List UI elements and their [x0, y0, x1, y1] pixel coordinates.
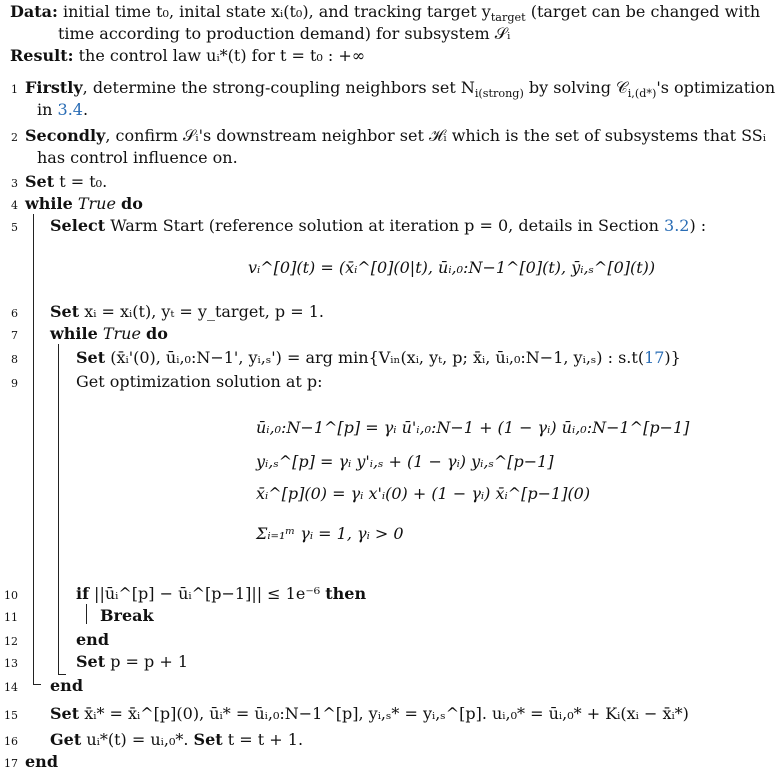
line-text: Warm Start (reference solution at iteration p = 0, details in Section — [105, 216, 665, 235]
line-number: 11 — [4, 611, 18, 624]
keyword: Set — [50, 302, 80, 321]
line-number: 9 — [11, 377, 18, 390]
line-text: (x̄ᵢ'(0), ūᵢ,₀:N−1', yᵢ,ₛ') = arg min{Vᵢₙ(xᵢ, yₜ, p; x̄ᵢ, ūᵢ,₀:N−1, yᵢ,ₛ) : s.t( — [105, 348, 645, 367]
line-text: x̄ᵢ* = x̄ᵢ^[p](0), ūᵢ* = ūᵢ,₀:N−1^[p], yᵢ,ₛ* = yᵢ,ₛ^[p]. uᵢ,₀* = ūᵢ,₀* + Kᵢ(xᵢ − x̄ᵢ*) — [79, 704, 689, 723]
result-text: the control law uᵢ*(t) for t = t₀ : +∞ — [78, 46, 366, 65]
line-text: )} — [664, 348, 681, 367]
inner-loop-bar — [58, 344, 59, 674]
line-number: 7 — [11, 329, 18, 342]
if-bar — [86, 604, 87, 624]
line-text: True — [102, 324, 141, 343]
keyword: end — [25, 752, 58, 771]
data-sub: target — [490, 11, 526, 25]
update-equation-x: x̄ᵢ^[p](0) = γᵢ x'ᵢ(0) + (1 − γᵢ) x̄ᵢ^[p−1](0) — [256, 484, 591, 503]
inner-loop-hook — [58, 674, 66, 675]
line-number: 14 — [4, 681, 18, 694]
line-text: , confirm 𝒮ᵢ's downstream neighbor set ℋᵢ which is the set of subsystems that SSᵢ — [105, 126, 766, 145]
line-text: by solving 𝒞 — [523, 78, 628, 97]
data-text-3: time according to production demand) for subsystem 𝒮ᵢ — [58, 24, 511, 43]
keyword: while — [25, 194, 73, 213]
line-number: 12 — [4, 635, 18, 648]
result-label: Result: — [10, 46, 74, 65]
line-number: 15 — [4, 709, 18, 722]
section-link[interactable]: 3.2 — [664, 216, 690, 235]
keyword: Set — [25, 172, 55, 191]
equation-link[interactable]: 17 — [644, 348, 665, 367]
line-number: 3 — [11, 177, 18, 190]
keyword: do — [146, 324, 168, 343]
keyword: if — [76, 584, 89, 603]
line-number: 13 — [4, 657, 18, 670]
line-text: uᵢ*(t) = uᵢ,₀*. — [81, 730, 194, 749]
line-text: 's optimization — [656, 78, 775, 97]
keyword: Set — [193, 730, 223, 749]
keyword: end — [76, 630, 109, 649]
keyword: Break — [100, 606, 154, 625]
keyword: then — [325, 584, 367, 603]
line-number: 2 — [11, 131, 18, 144]
warm-start-equation: vᵢ^[0](t) = (x̄ᵢ^[0](0|t), ūᵢ,₀:N−1^[0](t), ȳᵢ,ₛ^[0](t)) — [248, 258, 656, 277]
line-number: 17 — [4, 757, 18, 770]
data-text-2: (target can be changed with — [530, 2, 761, 21]
keyword: Get — [50, 730, 82, 749]
line-text: Get optimization solution at p: — [76, 372, 323, 391]
line-text: . — [82, 100, 89, 119]
update-equation-u: ūᵢ,₀:N−1^[p] = γᵢ ū'ᵢ,₀:N−1 + (1 − γᵢ) ūᵢ,₀:N−1^[p−1] — [256, 418, 690, 437]
line-number: 4 — [11, 199, 18, 212]
gamma-constraint-equation: Σᵢ₌₁ᵐ γᵢ = 1, γᵢ > 0 — [256, 524, 404, 543]
line-number: 8 — [11, 353, 18, 366]
line-text: True — [77, 194, 116, 213]
line-number: 16 — [4, 735, 18, 748]
data-label: Data: — [10, 2, 58, 21]
line-sub: i(strong) — [474, 87, 524, 101]
line-text: p = p + 1 — [105, 652, 189, 671]
line-number: 5 — [11, 221, 18, 234]
keyword: do — [121, 194, 143, 213]
update-equation-y: yᵢ,ₛ^[p] = γᵢ y'ᵢ,ₛ + (1 − γᵢ) yᵢ,ₛ^[p−1] — [256, 452, 554, 471]
line-number: 10 — [4, 589, 18, 602]
outer-loop-hook — [33, 684, 41, 685]
keyword: end — [50, 676, 83, 695]
line-text: ||ūᵢ^[p] − ūᵢ^[p−1]|| ≤ 1e⁻⁶ — [88, 584, 326, 603]
line-text: has control influence on. — [37, 148, 238, 167]
line-sub: i,(d*) — [627, 87, 657, 101]
line-text: ) : — [689, 216, 707, 235]
line-number: 6 — [11, 307, 18, 320]
keyword: Set — [50, 704, 80, 723]
section-link[interactable]: 3.4 — [57, 100, 83, 119]
line-text: , determine the strong-coupling neighbors set N — [82, 78, 475, 97]
keyword: Set — [76, 652, 106, 671]
keyword: Set — [76, 348, 106, 367]
line-text: in — [37, 100, 58, 119]
outer-loop-bar — [33, 214, 34, 684]
keyword: Select — [50, 216, 106, 235]
keyword: Firstly — [25, 78, 83, 97]
keyword: while — [50, 324, 98, 343]
line-text: t = t₀. — [54, 172, 108, 191]
line-text: xᵢ = xᵢ(t), yₜ = y_target, p = 1. — [79, 302, 324, 321]
line-number: 1 — [11, 83, 18, 96]
line-text: t = t + 1. — [222, 730, 304, 749]
data-text-1: initial time t₀, inital state xᵢ(t₀), and tracking target y — [63, 2, 491, 21]
keyword: Secondly — [25, 126, 106, 145]
